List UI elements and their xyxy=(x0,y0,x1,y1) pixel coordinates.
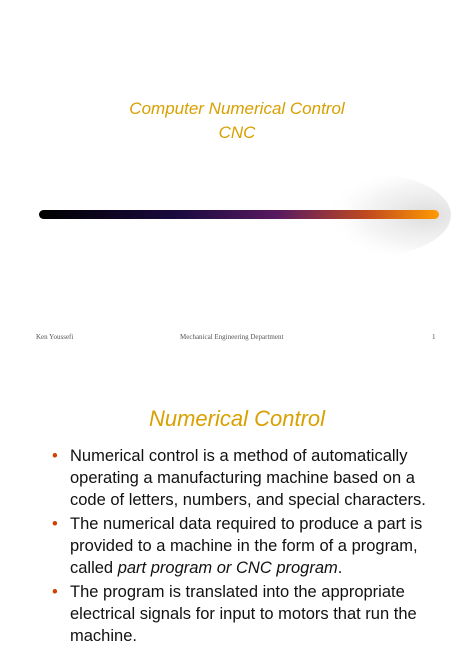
footer-department: Mechanical Engineering Department xyxy=(180,333,284,341)
slide-1-title-line-1: Computer Numerical Control xyxy=(129,99,345,118)
slide-1-title xyxy=(0,97,474,145)
bullet-item xyxy=(48,581,428,647)
bullet-text: Numerical control is a method of automatically operating a manufacturing machine based on a code of letters, numbers, and special characters. xyxy=(70,447,426,509)
bullet-marker: • xyxy=(52,515,58,533)
slide-1-title-line-2: CNC xyxy=(218,123,256,142)
bullet-item xyxy=(48,445,428,511)
footer-page-number: 1 xyxy=(432,333,436,341)
decorative-swoosh xyxy=(36,170,446,260)
bullet-text-end: . xyxy=(337,559,343,577)
bullet-marker: • xyxy=(52,583,58,601)
bullet-text: The numerical data required to produce a part is provided to a machine in the form of a program, called xyxy=(70,515,423,577)
bullet-item xyxy=(48,513,428,579)
slide-2-title: Numerical Control xyxy=(148,406,326,431)
slide-2 xyxy=(0,360,474,645)
bullet-text-emphasis: part program or CNC program xyxy=(117,559,338,577)
bullet-text: The program is translated into the appropriate electrical signals for input to motors that run the machine. xyxy=(70,583,417,645)
bullet-marker: • xyxy=(52,447,58,465)
bullet-list xyxy=(48,445,428,649)
swoosh-bar xyxy=(39,210,439,219)
footer-author: Ken Youssefi xyxy=(36,333,74,341)
